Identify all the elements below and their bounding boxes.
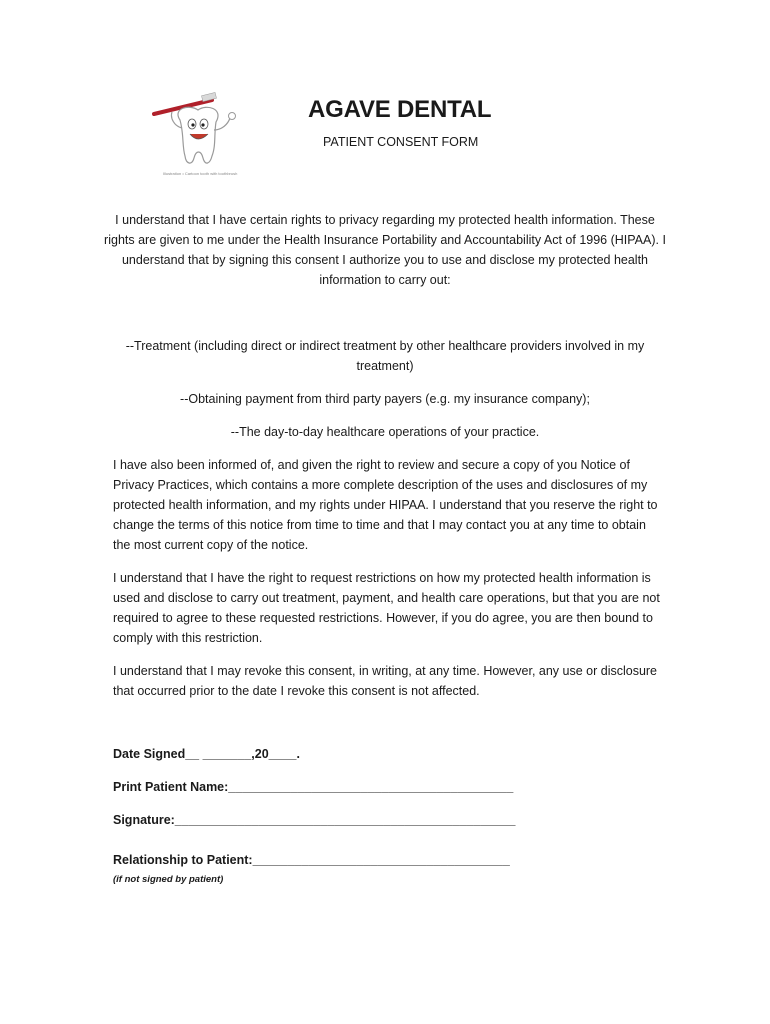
relationship-field[interactable]: Relationship to Patient:_____________________________________ xyxy=(113,853,510,867)
tooth-mascot-logo xyxy=(150,90,250,182)
revoke-paragraph: I understand that I may revoke this consent, in writing, at any time. However, any use or disclosure that occurred prior to the date I revoke this consent is not affected. xyxy=(113,664,658,698)
relationship-note: (if not signed by patient) xyxy=(113,874,224,885)
page-title: AGAVE DENTAL xyxy=(308,96,492,123)
date-signed-field[interactable]: Date Signed__ _______,20____. xyxy=(113,747,300,761)
consent-item-operations: --The day-to-day healthcare operations of your practice. xyxy=(230,425,540,439)
signature-field[interactable]: Signature:_________________________________________________ xyxy=(113,813,516,827)
logo-caption: Illustration • Cartoon tooth with toothbrush xyxy=(163,171,238,176)
privacy-notice-paragraph: I have also been informed of, and given the right to review and secure a copy of you Notice of Privacy Practices, which contains a more complete description of the uses and disclosures of my protected health information, and my rights under HIPAA. I understand that you reserve the right to change the terms of this notice from time to time and that I may contact you at any time to obtain the most current copy of the notice. xyxy=(113,458,658,552)
intro-paragraph: I understand that I have certain rights to privacy regarding my protected health information. These rights are given to me under the Health Insurance Portability and Accountability Act of 1996 (HIPAA). I understand that by signing this consent I authorize you to use and disclose my protected health information to carry out: xyxy=(104,213,666,287)
print-patient-name-field[interactable]: Print Patient Name:_________________________________________ xyxy=(113,780,514,794)
restrictions-paragraph: I understand that I have the right to request restrictions on how my protected health information is used and disclose to carry out treatment, payment, and health care operations, but that you are not required to agree to these requested restrictions. However, if you do agree, you are then bound to comply with this restriction. xyxy=(113,571,660,645)
consent-item-payment: --Obtaining payment from third party payers (e.g. my insurance company); xyxy=(180,392,590,406)
form-subtitle: PATIENT CONSENT FORM xyxy=(323,135,479,149)
consent-item-treatment: --Treatment (including direct or indirect treatment by other healthcare providers involved in my treatment) xyxy=(125,339,645,373)
